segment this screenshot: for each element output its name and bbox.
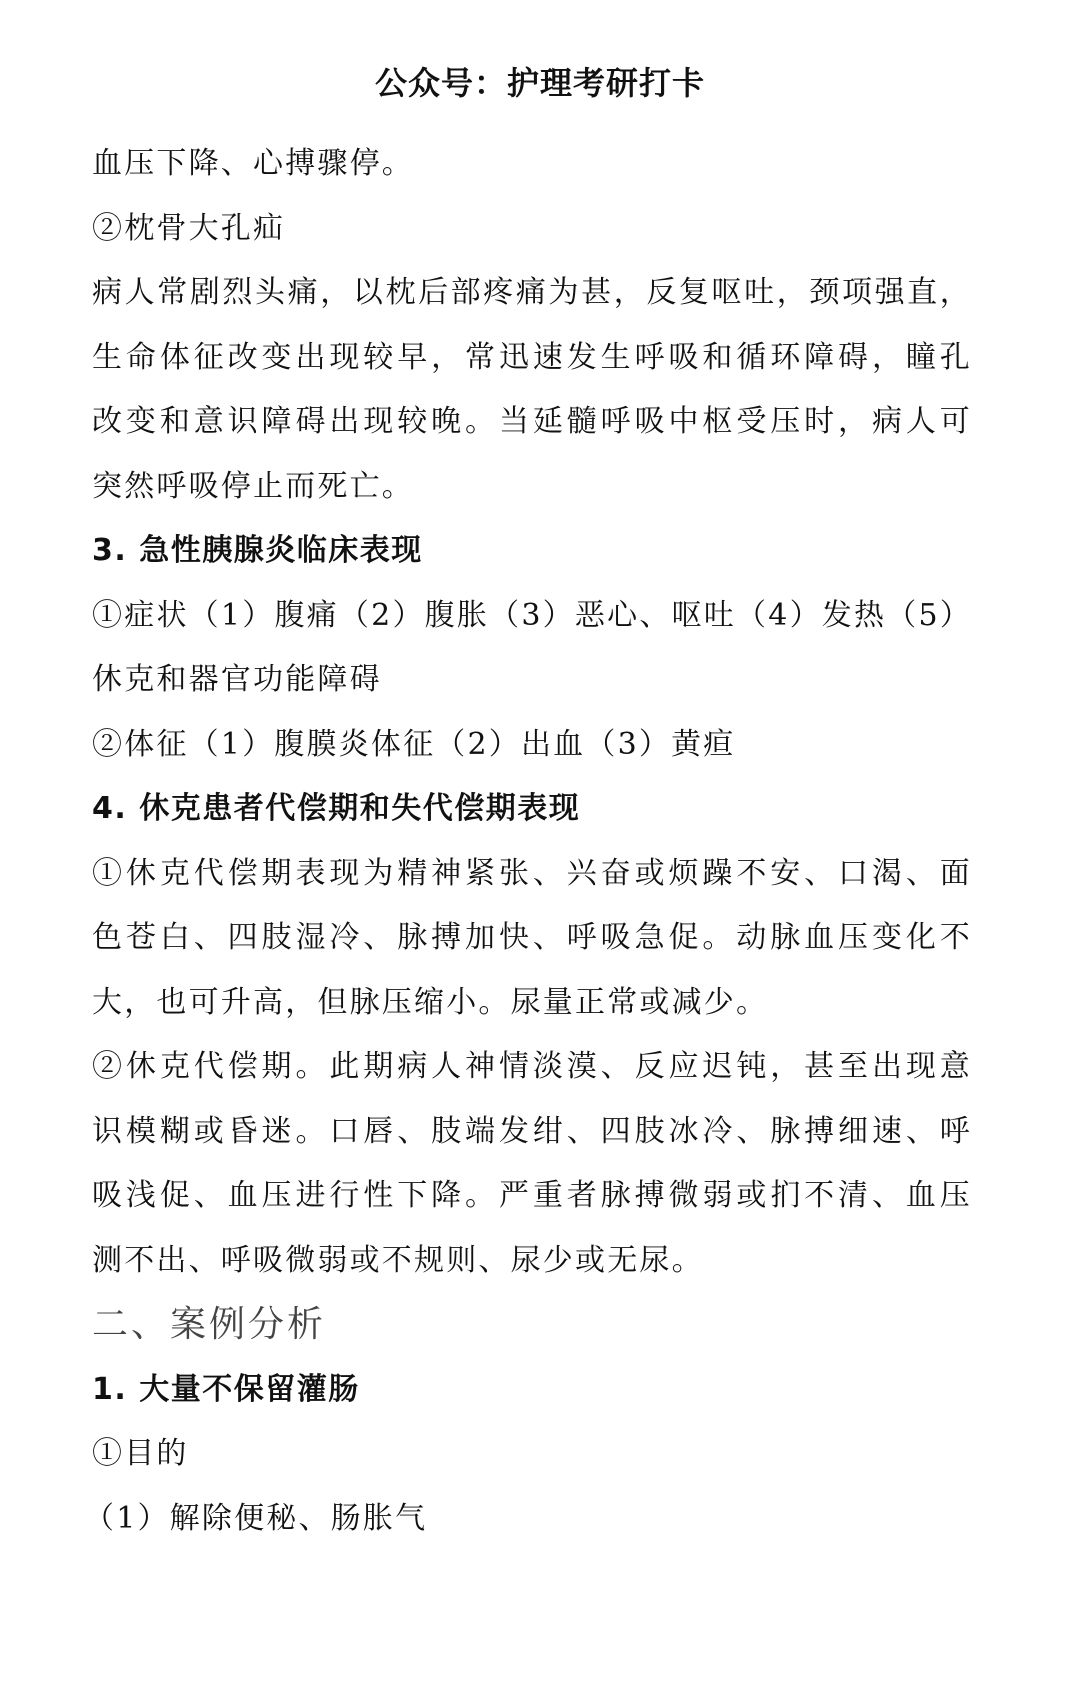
text-line: 病人常剧烈头痛，以枕后部疼痛为甚，反复呕吐，颈项强直， bbox=[92, 275, 972, 310]
text-line: 血压下降、心搏骤停。 bbox=[92, 146, 414, 181]
text-line: 测不出、呼吸微弱或不规则、尿少或无尿。 bbox=[92, 1242, 704, 1278]
text-line: 生命体征改变出现较早，常迅速发生呼吸和循环障碍，瞳孔 bbox=[92, 339, 972, 375]
subheading-line: ②枕骨大孔疝 bbox=[92, 210, 286, 246]
heading-line: 1. 大量不保留灌肠 bbox=[92, 1371, 360, 1407]
text-line: 突然呼吸停止而死亡。 bbox=[92, 468, 414, 504]
subheading-line: ①目的 bbox=[92, 1436, 189, 1471]
text-line: 色苍白、四肢湿冷、脉搏加快、呼吸急促。动脉血压变化不 bbox=[92, 920, 972, 955]
document-body bbox=[84, 132, 972, 1551]
page-header-title: 公众号：护理考研打卡 bbox=[374, 64, 705, 102]
text-line: ②休克代偿期。此期病人神情淡漠、反应迟钝，甚至出现意 bbox=[92, 1049, 972, 1084]
text-line: ①症状（1）腹痛（2）腹胀（3）恶心、呕吐（4）发热（5） bbox=[92, 597, 972, 633]
text-line: 识模糊或昏迷。口唇、肢端发绀、四肢冰冷、脉搏细速、呼 bbox=[92, 1113, 972, 1149]
text-line: ①休克代偿期表现为精神紧张、兴奋或烦躁不安、口渴、面 bbox=[92, 855, 972, 891]
text-line: 休克和器官功能障碍 bbox=[92, 662, 382, 697]
section-heading: 二、案例分析 bbox=[92, 1304, 327, 1345]
text-line: 吸浅促、血压进行性下降。严重者脉搏微弱或扪不清、血压 bbox=[92, 1178, 972, 1213]
text-line: （1）解除便秘、肠胀气 bbox=[84, 1500, 428, 1536]
heading-line: 4. 休克患者代偿期和失代偿期表现 bbox=[92, 791, 581, 826]
text-line: 改变和意识障碍出现较晚。当延髓呼吸中枢受压时，病人可 bbox=[92, 404, 972, 439]
heading-line: 3. 急性胰腺炎临床表现 bbox=[92, 533, 423, 568]
text-line: ②体征（1）腹膜炎体征（2）出血（3）黄疸 bbox=[92, 726, 736, 762]
text-line: 大，也可升高，但脉压缩小。尿量正常或减少。 bbox=[92, 984, 769, 1020]
